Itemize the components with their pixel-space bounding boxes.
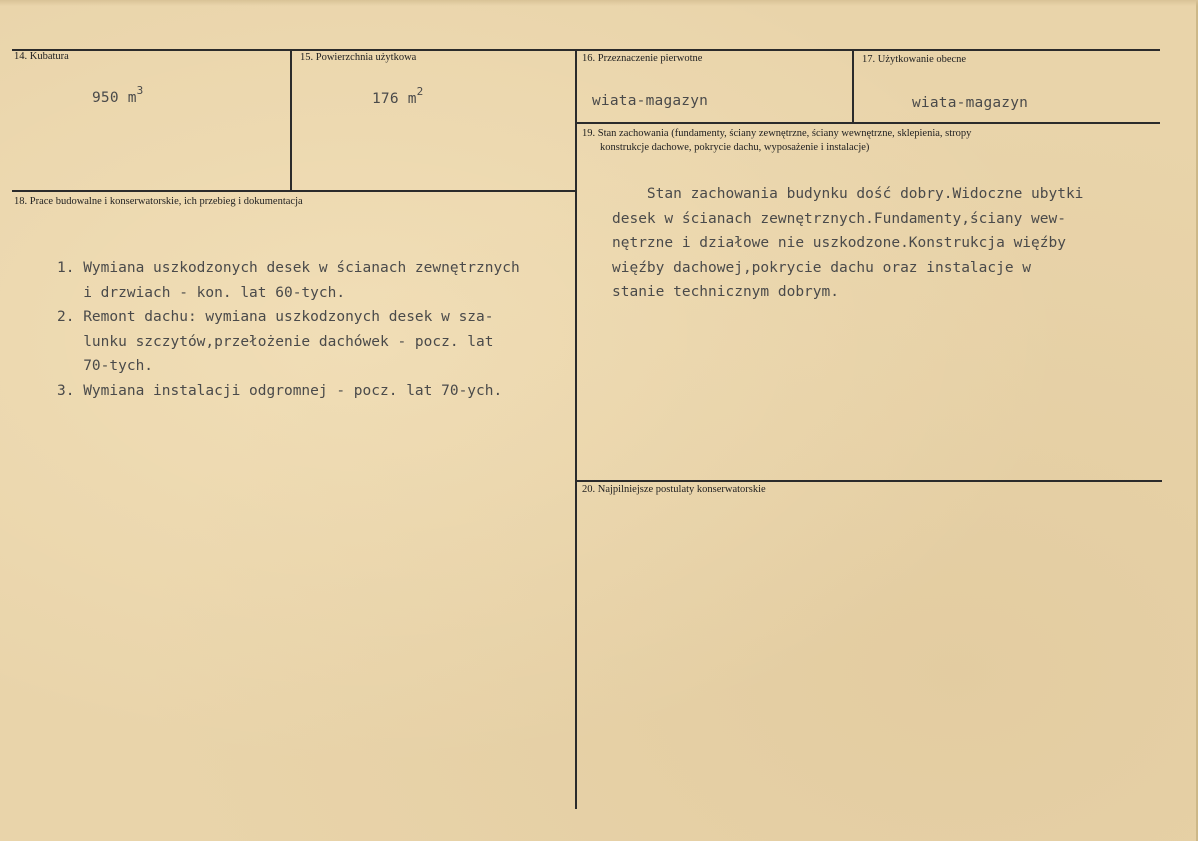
rule-under-14-15 — [12, 190, 577, 192]
divider-main — [575, 49, 577, 809]
field-19-text — [612, 182, 1083, 305]
field-20-label: 20. Najpilniejsze postulaty konserwatorskie — [582, 484, 766, 495]
prace-line: 1. Wymiana uszkodzonych desek w ścianach zewnętrznych — [57, 260, 520, 276]
stan-line: desek w ścianach zewnętrznych.Fundamenty,ściany wew- — [612, 210, 1066, 227]
stan-line: nętrzne i działowe nie uszkodzone.Konstrukcja więźby — [612, 235, 1066, 251]
prace-line: i drzwiach - kon. lat 60-tych. — [57, 284, 346, 301]
field-14-label: 14. Kubatura — [14, 51, 69, 62]
field-19-label-line1: 19. Stan zachowania (fundamenty, ściany zewnętrzne, ściany wewnętrzne, sklepienia, stropy — [582, 128, 972, 139]
prace-line: 3. Wymiana instalacji odgromnej - pocz. lat 70-ych. — [57, 382, 503, 399]
rule-under-16-17 — [575, 122, 1160, 124]
field-17-label: 17. Użytkowanie obecne — [862, 54, 967, 65]
field-16-label: 16. Przeznaczenie pierwotne — [582, 53, 703, 64]
rule-above-20 — [575, 480, 1162, 482]
prace-line: lunku szczytów,przełożenie dachówek - pocz. lat — [57, 333, 494, 350]
field-16-value: wiata-magazyn — [592, 93, 709, 109]
field-14-value — [92, 84, 144, 106]
field-15-label: 15. Powierzchnia użytkowa — [300, 52, 417, 63]
kubatura-exponent: 3 — [136, 84, 144, 97]
field-18-text — [57, 256, 520, 403]
divider-16-17 — [852, 49, 854, 122]
field-18-label: 18. Prace budowalne i konserwatorskie, ich przebieg i dokumentacja — [14, 196, 303, 207]
prace-line: 70-tych. — [57, 358, 154, 374]
stan-line: więźby dachowej,pokrycie dachu oraz instalacje w — [612, 259, 1032, 276]
top-rule — [12, 49, 1160, 51]
field-19-label — [582, 127, 1152, 155]
field-15-value — [372, 85, 424, 107]
field-17-value: wiata-magazyn — [912, 95, 1029, 111]
powierzchnia-exponent: 2 — [416, 85, 424, 98]
field-19-label-line2: konstrukcje dachowe, pokrycie dachu, wyposażenie i instalacje) — [600, 142, 870, 153]
divider-14-15 — [290, 49, 292, 190]
stan-line: stanie technicznym dobrym. — [612, 284, 839, 300]
powierzchnia-number: 176 m — [372, 91, 417, 107]
kubatura-number: 950 m — [92, 90, 137, 106]
stan-line: Stan zachowania budynku dość dobry.Widoczne ubytki — [612, 186, 1084, 202]
prace-line: 2. Remont dachu: wymiana uszkodzonych desek w sza- — [57, 309, 494, 325]
card-edge — [0, 0, 1198, 6]
